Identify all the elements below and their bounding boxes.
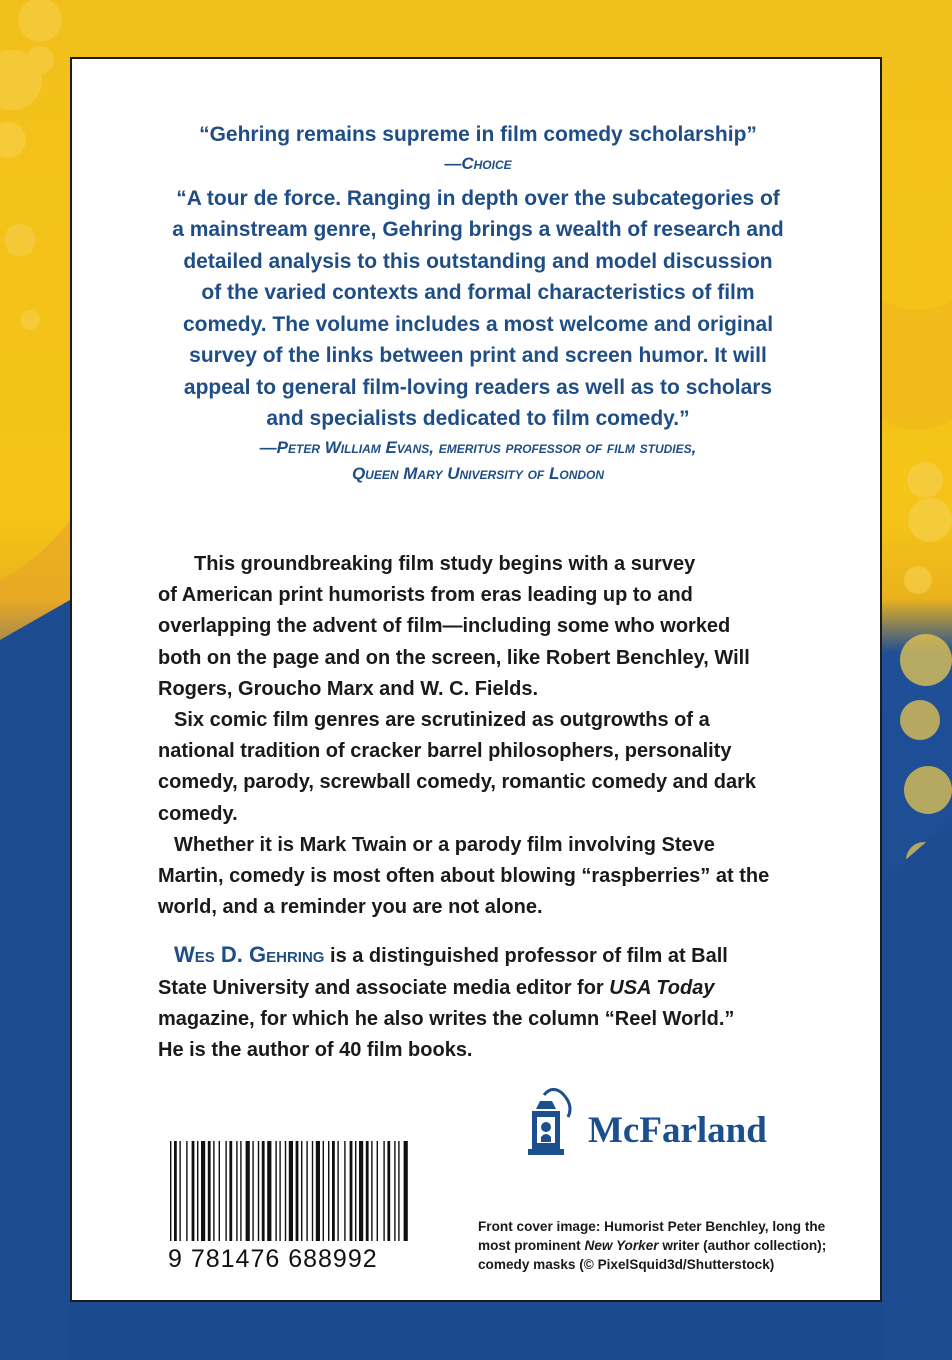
quote-evans-line: survey of the links between print and screen humor. It will — [189, 344, 767, 367]
description-line: Six comic film genres are scrutinized as outgrowths of a — [174, 709, 710, 732]
barcode-bar — [296, 1141, 299, 1241]
barcode-bar — [398, 1141, 399, 1241]
quote-evans-attribution: —Peter William Evans, emeritus professor of film studies, — [259, 437, 697, 457]
barcode-bar — [262, 1141, 265, 1241]
barcode-bar — [306, 1141, 307, 1241]
barcode-bar — [252, 1141, 253, 1241]
quote-evans-line: of the varied contexts and formal characteristics of film — [201, 281, 755, 304]
description-line: comedy. — [158, 802, 238, 825]
barcode-bar — [377, 1141, 378, 1241]
lantern-icon — [522, 1087, 578, 1157]
description-line: comedy, parody, screwball comedy, romantic comedy and dark — [158, 771, 756, 794]
author-name: Wes D. Gehring — [174, 942, 325, 968]
barcode-bar — [240, 1141, 241, 1241]
barcode-bar — [208, 1141, 211, 1241]
description-line: overlapping the advent of film—including some who worked — [158, 615, 731, 638]
barcode-bar — [236, 1141, 237, 1241]
barcode-bar — [246, 1141, 250, 1241]
barcode-bar — [301, 1141, 302, 1241]
book-description — [158, 549, 808, 1066]
quote-evans-line: comedy. The volume includes a most welcome and original — [182, 312, 774, 336]
barcode-bar — [328, 1141, 329, 1241]
barcode-bar — [323, 1141, 324, 1241]
barcode-bar — [279, 1141, 280, 1241]
author-bio-line: He is the author of 40 film books. — [158, 1039, 473, 1062]
barcode-bar — [186, 1141, 187, 1241]
description-line: Martin, comedy is most often about blowing “raspberries” at the — [158, 865, 770, 888]
barcode-bar — [267, 1141, 271, 1241]
description-line: both on the page and on the screen, like Robert Benchley, Will — [158, 646, 750, 669]
description-line: world, and a reminder you are not alone. — [158, 896, 543, 919]
description-line: Rogers, Groucho Marx and W. C. Fields. — [158, 677, 539, 700]
quote-evans-line: “A tour de force. Ranging in depth over the subcategories of — [176, 186, 780, 210]
barcode-bar — [197, 1141, 198, 1241]
barcode-bar — [371, 1141, 372, 1241]
barcode-bar — [350, 1141, 353, 1241]
barcode-bar — [219, 1141, 220, 1241]
barcode-bar — [383, 1141, 384, 1241]
description-line: This groundbreaking film study begins with a survey — [194, 553, 696, 575]
barcode-bar — [332, 1141, 335, 1241]
quote-evans-affiliation: Queen Mary University of London — [351, 463, 605, 483]
barcode-bar — [225, 1141, 226, 1241]
quote-evans-line: a mainstream genre, Gehring brings a wealth of research and — [172, 218, 784, 241]
quote-choice: “Gehring remains supreme in film comedy scholarship” — [199, 123, 757, 146]
author-bio-line: magazine, for which he also writes the column “Reel World.” — [158, 1007, 735, 1030]
barcode-bar — [192, 1141, 195, 1241]
barcode-bar — [179, 1141, 180, 1241]
barcode-bar — [394, 1141, 395, 1241]
description-line: national tradition of cracker barrel philosophers, personality — [158, 740, 732, 763]
barcode-bar — [174, 1141, 177, 1241]
barcode-bar — [366, 1141, 369, 1241]
quote-evans-line: and specialists dedicated to film comedy.” — [266, 407, 690, 430]
barcode-bar — [387, 1141, 390, 1241]
barcode-bar — [404, 1141, 408, 1241]
barcode-bar — [258, 1141, 259, 1241]
barcode-bar — [229, 1141, 232, 1241]
publisher-name: McFarland — [588, 1110, 767, 1151]
barcode-bar — [213, 1141, 214, 1241]
back-cover-panel — [70, 57, 882, 1302]
author-bio-line: State University and associate media editor for USA Today — [158, 976, 715, 999]
barcode-bar — [275, 1141, 276, 1241]
description-line: Whether it is Mark Twain or a parody film involving Steve — [174, 833, 715, 856]
quote-evans-line: appeal to general film-loving readers as well as to scholars — [183, 375, 773, 399]
review-blurbs — [72, 119, 884, 487]
barcode-bar — [355, 1141, 356, 1241]
cover-image-credit: Front cover image: Humorist Peter Benchley, long the most prominent New Yorker writer (author collection); comedy masks (© PixelSquid3d/Shutterstock) — [478, 1219, 827, 1272]
quote-choice-attribution: —Choice — [444, 153, 512, 173]
barcode-bar — [344, 1141, 345, 1241]
barcode-bars — [168, 1141, 408, 1245]
isbn-barcode — [168, 1141, 408, 1277]
isbn-number: 9 781476 688992 — [168, 1245, 378, 1273]
barcode-bar — [316, 1141, 320, 1241]
publisher-logo — [522, 1087, 792, 1157]
barcode-bar — [289, 1141, 293, 1241]
barcode-bar — [285, 1141, 286, 1241]
barcode-bar — [170, 1141, 171, 1241]
description-line: of American print humorists from eras leading up to and — [158, 584, 693, 607]
quote-evans-line: detailed analysis to this outstanding and model discussion — [183, 249, 773, 273]
barcode-bar — [201, 1141, 205, 1241]
barcode-bar — [337, 1141, 338, 1241]
barcode-bar — [312, 1141, 313, 1241]
barcode-bar — [359, 1141, 363, 1241]
author-bio-line: Wes D. Gehring is a distinguished professor of film at Ball — [174, 942, 728, 968]
